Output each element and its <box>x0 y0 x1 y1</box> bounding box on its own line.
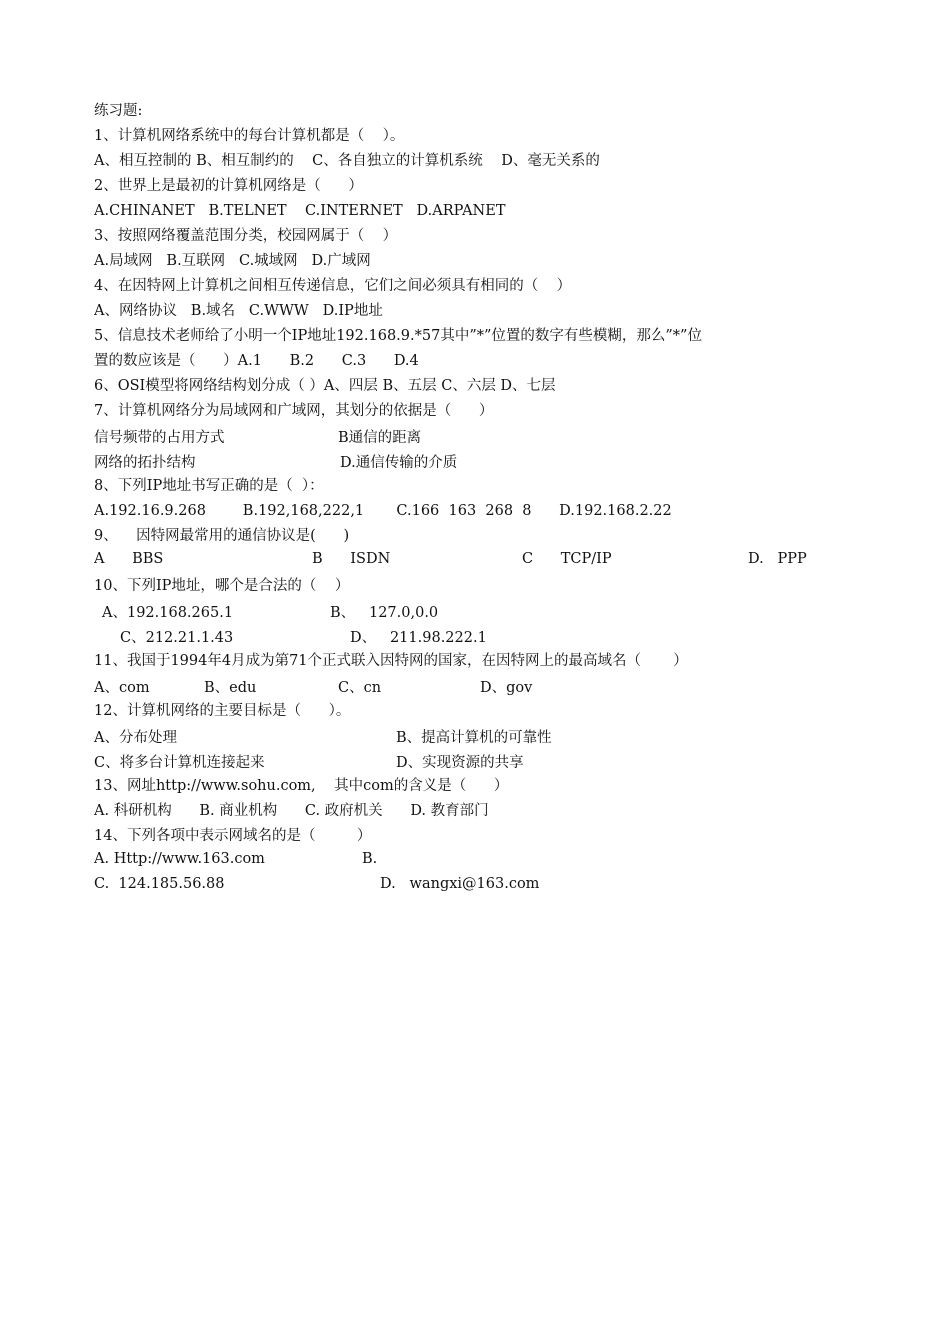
question-2-options: A.CHINANET B.TELNET C.INTERNET D.ARPANET <box>94 203 506 219</box>
question-11-stem: 11、我国于1994年4月成为第71个正式联入因特网的国家，在因特网上的最高域名（ ） <box>94 653 688 669</box>
question-13-stem: 13、网址http://www.sohu.com, 其中com的含义是（ ） <box>94 778 509 794</box>
question-10-option-c: C、212.21.1.43 <box>120 630 234 646</box>
question-14-option-a: A. Http://www.163.com <box>94 851 265 867</box>
question-12-option-b: B、提高计算机的可靠性 <box>396 730 552 746</box>
worksheet-title: 练习题: <box>94 103 143 119</box>
question-9-option-a: A BBS <box>94 551 164 567</box>
question-14-stem: 14、下列各项中表示网域名的是（ ） <box>94 828 372 844</box>
question-7-stem: 7、计算机网络分为局域网和广域网，其划分的依据是（ ） <box>94 403 494 419</box>
question-10-option-a: A、192.168.265.1 <box>102 605 234 621</box>
question-12-option-d: D、实现资源的共享 <box>396 755 524 771</box>
question-14-option-d: D. wangxi@163.com <box>380 876 540 892</box>
question-9-option-d: D. PPP <box>748 551 807 567</box>
question-12-option-c: C、将多台计算机连接起来 <box>94 755 265 771</box>
question-8-stem: 8、下列IP地址书写正确的是（ ）： <box>94 478 324 494</box>
question-4-options: A、网络协议 B.域名 C.WWW D.IP地址 <box>94 303 383 319</box>
question-14-option-c: C. 124.185.56.88 <box>94 876 225 892</box>
question-11-option-c: C、cn <box>338 680 382 696</box>
question-13-options: A. 科研机构 B. 商业机构 C. 政府机关 D. 教育部门 <box>94 803 489 819</box>
question-5-stem-continued: 置的数应该是（ ）A.1 B.2 C.3 D.4 <box>94 353 419 369</box>
question-11-option-a: A、com <box>94 680 150 696</box>
question-6-stem: 6、OSI模型将网络结构划分成（ ）A、四层 B、五层 C、六层 D、七层 <box>94 378 556 394</box>
question-10-stem: 10、下列IP地址，哪个是合法的（ ） <box>94 578 350 594</box>
question-7-option-c: 网络的拓扑结构 <box>94 455 196 471</box>
question-7-option-b: B通信的距离 <box>338 430 422 446</box>
question-11-option-b: B、edu <box>204 680 257 696</box>
question-10-option-b: B、 127.0,0.0 <box>330 605 439 621</box>
question-12-stem: 12、计算机网络的主要目标是（ ）。 <box>94 703 351 719</box>
question-1-options: A、相互控制的 B、相互制约的 C、各自独立的计算机系统 D、毫无关系的 <box>94 153 600 169</box>
question-9-option-c: C TCP/IP <box>522 551 612 567</box>
question-7-option-d: D.通信传输的介质 <box>340 455 458 471</box>
question-4-stem: 4、在因特网上计算机之间相互传递信息，它们之间必须具有相同的（ ） <box>94 278 572 294</box>
question-3-stem: 3、按照网络覆盖范围分类，校园网属于（ ） <box>94 228 398 244</box>
question-9-option-b: B ISDN <box>312 551 391 567</box>
question-1-stem: 1、计算机网络系统中的每台计算机都是（ ）。 <box>94 128 405 144</box>
question-3-options: A.局域网 B.互联网 C.城域网 D.广域网 <box>94 253 371 269</box>
question-8-options: A.192.16.9.268 B.192,168,222,1 C.166 163 268 8 D.192.168.2.22 <box>94 503 672 519</box>
question-14-option-b: B. <box>362 851 378 867</box>
question-5-stem: 5、信息技术老师给了小明一个IP地址192.168.9.*57其中”*”位置的数字有些模糊，那么”*”位 <box>94 328 702 344</box>
question-2-stem: 2、世界上是最初的计算机网络是（ ） <box>94 178 363 194</box>
question-9-stem: 9、 因特网最常用的通信协议是( ) <box>94 528 350 544</box>
question-7-option-a: 信号频带的占用方式 <box>94 430 225 446</box>
question-11-option-d: D、gov <box>480 680 533 696</box>
question-12-option-a: A、分布处理 <box>94 730 177 746</box>
question-10-option-d: D、 211.98.222.1 <box>350 630 487 646</box>
